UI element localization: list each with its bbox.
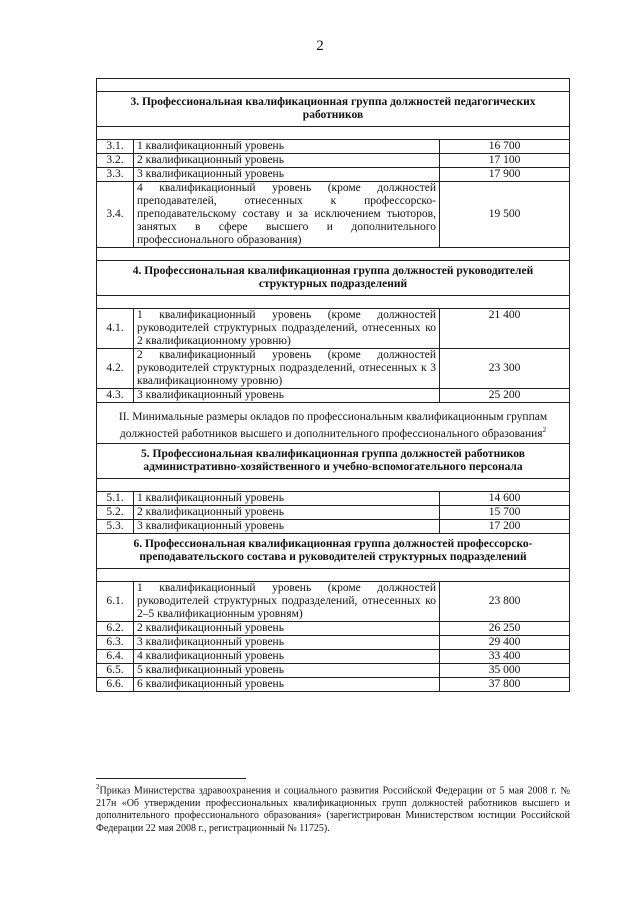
group-title: 5. Профессиональная квалификационная группа должностей работников административно-хозяйственного и учебно-вспомогательного персонала <box>97 443 570 478</box>
row-description: 3 квалификационный уровень <box>134 635 440 649</box>
row-description: 4 квалификационный уровень <box>134 649 440 663</box>
row-number: 6.1. <box>97 581 134 621</box>
table-row <box>97 349 570 389</box>
row-salary: 37 800 <box>440 677 570 691</box>
row-number: 3.3. <box>97 168 134 182</box>
row-number: 6.5. <box>97 663 134 677</box>
row-salary: 14 600 <box>440 491 570 505</box>
table-row <box>97 635 570 649</box>
table-row <box>97 621 570 635</box>
row-salary: 17 900 <box>440 168 570 182</box>
table-row <box>97 491 570 505</box>
table-row <box>97 182 570 248</box>
row-number: 3.4. <box>97 182 134 248</box>
row-salary: 17 200 <box>440 519 570 533</box>
row-number: 5.3. <box>97 519 134 533</box>
group-heading-6 <box>97 533 570 568</box>
section-heading-text: II. Минимальные размеры окладов по профессиональным квалификационным группам должностей работников высшего и дополнительного профессионального образования <box>118 411 548 440</box>
group-title: 6. Профессиональная квалификационная группа должностей профессорско-преподавательского состава и руководителей структурных подразделений <box>97 533 570 568</box>
spacer-row <box>97 127 570 140</box>
row-salary: 21 400 <box>440 309 570 349</box>
row-number: 4.2. <box>97 349 134 389</box>
row-salary: 26 250 <box>440 621 570 635</box>
row-description: 2 квалификационный уровень (кроме должностей руководителей структурных подразделений, отнесенных к 3 квалификационному уровню) <box>134 349 440 389</box>
table-row <box>97 505 570 519</box>
row-description: 6 квалификационный уровень <box>134 677 440 691</box>
row-salary: 29 400 <box>440 635 570 649</box>
table-row <box>97 168 570 182</box>
row-number: 4.1. <box>97 309 134 349</box>
salary-table <box>96 78 570 692</box>
row-salary: 19 500 <box>440 182 570 248</box>
row-description: 2 квалификационный уровень <box>134 154 440 168</box>
table-row <box>97 677 570 691</box>
table-row <box>97 519 570 533</box>
row-number: 3.1. <box>97 140 134 154</box>
footnote-ref: 2 <box>542 426 547 434</box>
footnote <box>96 781 570 835</box>
row-description: 3 квалификационный уровень <box>134 168 440 182</box>
row-description: 3 квалификационный уровень <box>134 389 440 403</box>
row-salary: 35 000 <box>440 663 570 677</box>
row-number: 5.2. <box>97 505 134 519</box>
group-title: 3. Профессиональная квалификационная группа должностей педагогических работников <box>97 92 570 127</box>
row-salary: 25 200 <box>440 389 570 403</box>
spacer-row <box>97 79 570 92</box>
row-description: 5 квалификационный уровень <box>134 663 440 677</box>
footnote-text: Приказ Министерства здравоохранения и социального развития Российской Федерации от 5 мая 2008 г. № 217н «Об утверждении профессиональных квалификационных групп должностей работников высшего и дополнительного профессионального образования» (зарегистрирован Министерством юстиции Российской Федерации 22 мая 2008 г., регистрационный № 11725). <box>96 785 570 834</box>
table-row <box>97 389 570 403</box>
row-number: 5.1. <box>97 491 134 505</box>
footnote-divider <box>96 778 246 779</box>
table-row <box>97 140 570 154</box>
row-description: 2 квалификационный уровень <box>134 621 440 635</box>
row-number: 6.6. <box>97 677 134 691</box>
spacer-row <box>97 248 570 261</box>
table-row <box>97 581 570 621</box>
page-number: 2 <box>316 38 324 54</box>
row-number: 6.3. <box>97 635 134 649</box>
row-description: 2 квалификационный уровень <box>134 505 440 519</box>
row-salary: 15 700 <box>440 505 570 519</box>
table-row <box>97 663 570 677</box>
row-number: 6.4. <box>97 649 134 663</box>
group-heading-5 <box>97 443 570 478</box>
table-row <box>97 649 570 663</box>
row-number: 6.2. <box>97 621 134 635</box>
row-salary: 16 700 <box>440 140 570 154</box>
row-salary: 23 300 <box>440 349 570 389</box>
row-salary: 23 800 <box>440 581 570 621</box>
group-heading-3 <box>97 92 570 127</box>
row-description: 1 квалификационный уровень <box>134 140 440 154</box>
row-number: 3.2. <box>97 154 134 168</box>
row-description: 1 квалификационный уровень (кроме должностей руководителей структурных подразделений, отнесенных ко 2 квалификационному уровню) <box>134 309 440 349</box>
row-description: 1 квалификационный уровень <box>134 491 440 505</box>
row-description: 3 квалификационный уровень <box>134 519 440 533</box>
spacer-row <box>97 478 570 491</box>
row-salary: 17 100 <box>440 154 570 168</box>
spacer-row <box>97 568 570 581</box>
spacer-row <box>97 296 570 309</box>
row-salary: 33 400 <box>440 649 570 663</box>
row-description: 1 квалификационный уровень (кроме должностей руководителей структурных подразделений, отнесенных ко 2–5 квалификационным уровням) <box>134 581 440 621</box>
section-heading <box>97 403 570 444</box>
table-row <box>97 154 570 168</box>
group-title: 4. Профессиональная квалификационная группа должностей руководителей структурных подразделений <box>97 261 570 296</box>
footnote-mark: 2 <box>96 783 100 791</box>
section-heading-row <box>97 403 570 444</box>
group-heading-4 <box>97 261 570 296</box>
row-number: 4.3. <box>97 389 134 403</box>
table-row <box>97 309 570 349</box>
row-description: 4 квалификационный уровень (кроме должностей преподавателей, отнесенных к профессорско-преподавательскому составу и за исключением тьюторов, занятых в сфере высшего и дополнительного профессионального образования) <box>134 182 440 248</box>
